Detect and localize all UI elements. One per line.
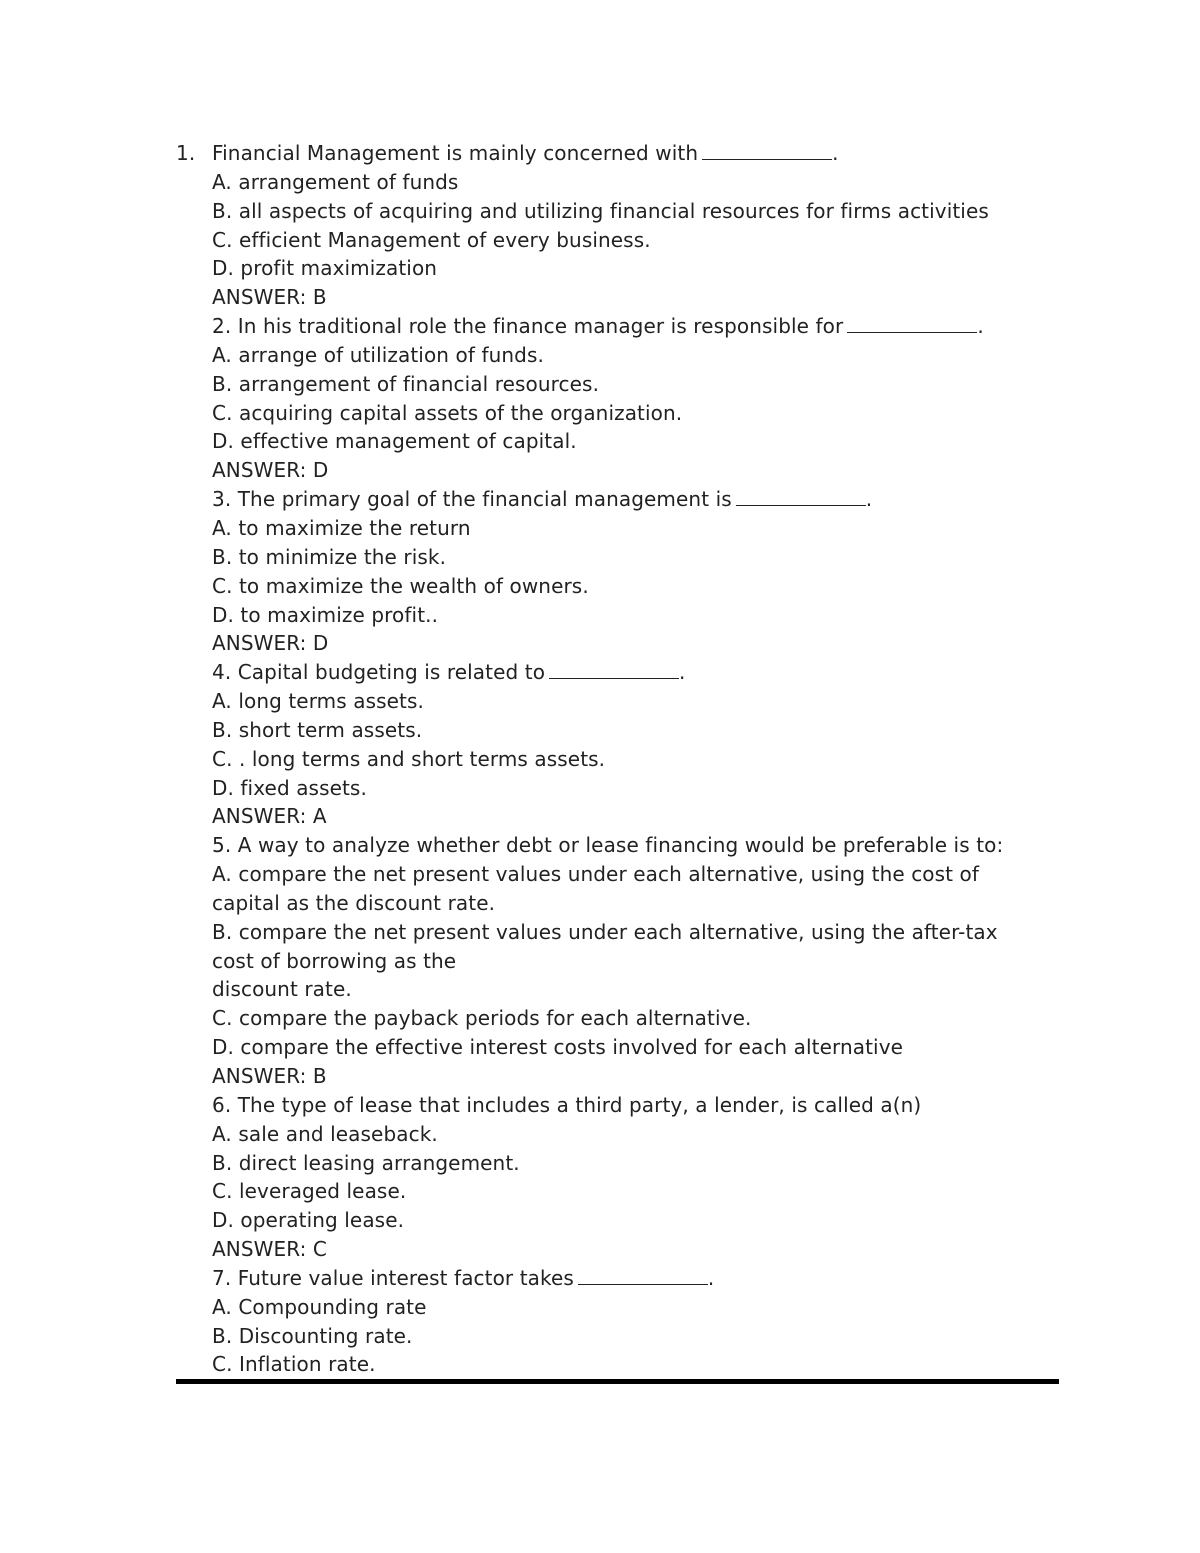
question-1-text: Financial Management is mainly concerned with <box>212 141 699 165</box>
question-1-period: . <box>832 141 839 165</box>
answer-line: ANSWER: D <box>212 631 329 656</box>
option-item: A. to maximize the return <box>212 515 471 540</box>
option-item: B. short term assets. <box>212 717 423 742</box>
option-item: C. to maximize the wealth of owners. <box>212 573 589 598</box>
option-item: D. profit maximization <box>212 256 438 281</box>
question-2-period: . <box>977 314 984 339</box>
option-item: capital as the discount rate. <box>212 890 496 915</box>
option-item: A. Compounding rate <box>212 1294 427 1319</box>
question-4 <box>212 658 1062 687</box>
option-item: C. acquiring capital assets of the organization. <box>212 400 683 425</box>
option-item: D. effective management of capital. <box>212 429 577 454</box>
question-3 <box>212 485 1062 514</box>
option-item: C. efficient Management of every business. <box>212 227 651 252</box>
option-item: C. Inflation rate. <box>212 1352 376 1377</box>
option-item: A. compare the net present values under each alternative, using the cost of <box>212 862 980 887</box>
question-4-text: 4. Capital budgeting is related to <box>212 660 546 685</box>
answer-line: ANSWER: B <box>212 285 327 310</box>
option-item: D. operating lease. <box>212 1208 405 1233</box>
question-1 <box>176 139 1062 168</box>
option-item: D. compare the effective interest costs involved for each alternative <box>212 1035 904 1060</box>
question-4-period: . <box>679 660 686 685</box>
option-item: A. sale and leaseback. <box>212 1121 438 1146</box>
option-item: C. . long terms and short terms assets. <box>212 746 606 771</box>
answer-line: ANSWER: B <box>212 1064 327 1088</box>
option-item: C. compare the payback periods for each alternative. <box>212 1006 752 1031</box>
answer-line: ANSWER: C <box>212 1237 327 1262</box>
question-3-period: . <box>865 487 873 512</box>
option-item: D. fixed assets. <box>212 775 367 800</box>
question-1-number: 1. <box>176 141 196 165</box>
option-item: B. all aspects of acquiring and utilizing financial resources for firms activities <box>212 198 989 223</box>
answer-blank <box>847 312 977 333</box>
page-bottom-rule <box>176 1379 1059 1384</box>
question-2 <box>212 312 1062 341</box>
question-7-text: 7. Future value interest factor takes <box>212 1265 574 1290</box>
option-item: A. arrangement of funds <box>212 169 459 194</box>
question-5: 5. A way to analyze whether debt or lease financing would be preferable is to: <box>212 833 1004 858</box>
option-item: C. leveraged lease. <box>212 1179 407 1204</box>
answer-blank <box>549 658 679 679</box>
option-item: B. Discounting rate. <box>212 1323 413 1348</box>
answer-line: ANSWER: A <box>212 804 327 829</box>
answer-blank <box>702 139 832 160</box>
option-item: A. long terms assets. <box>212 689 424 714</box>
question-7 <box>212 1264 1062 1293</box>
question-6: 6. The type of lease that includes a third party, a lender, is called a(n) <box>212 1092 922 1117</box>
question-3-text: 3. The primary goal of the financial management is <box>212 487 732 512</box>
answer-line: ANSWER: D <box>212 458 329 483</box>
answer-blank <box>736 485 866 506</box>
option-item: D. to maximize profit.. <box>212 602 439 627</box>
option-item: B. to minimize the risk. <box>212 544 447 569</box>
option-item: B. arrangement of financial resources. <box>212 371 600 396</box>
option-item: B. direct leasing arrangement. <box>212 1150 520 1175</box>
answer-blank <box>578 1264 708 1285</box>
option-item: A. arrange of utilization of funds. <box>212 342 544 367</box>
quiz-content <box>176 139 1062 1379</box>
question-2-text: 2. In his traditional role the finance manager is responsible for <box>212 314 844 339</box>
option-item: cost of borrowing as the <box>212 948 457 973</box>
option-item: B. compare the net present values under each alternative, using the after-tax <box>212 919 998 944</box>
question-7-period: . <box>707 1265 715 1290</box>
option-item: discount rate. <box>212 977 352 1002</box>
